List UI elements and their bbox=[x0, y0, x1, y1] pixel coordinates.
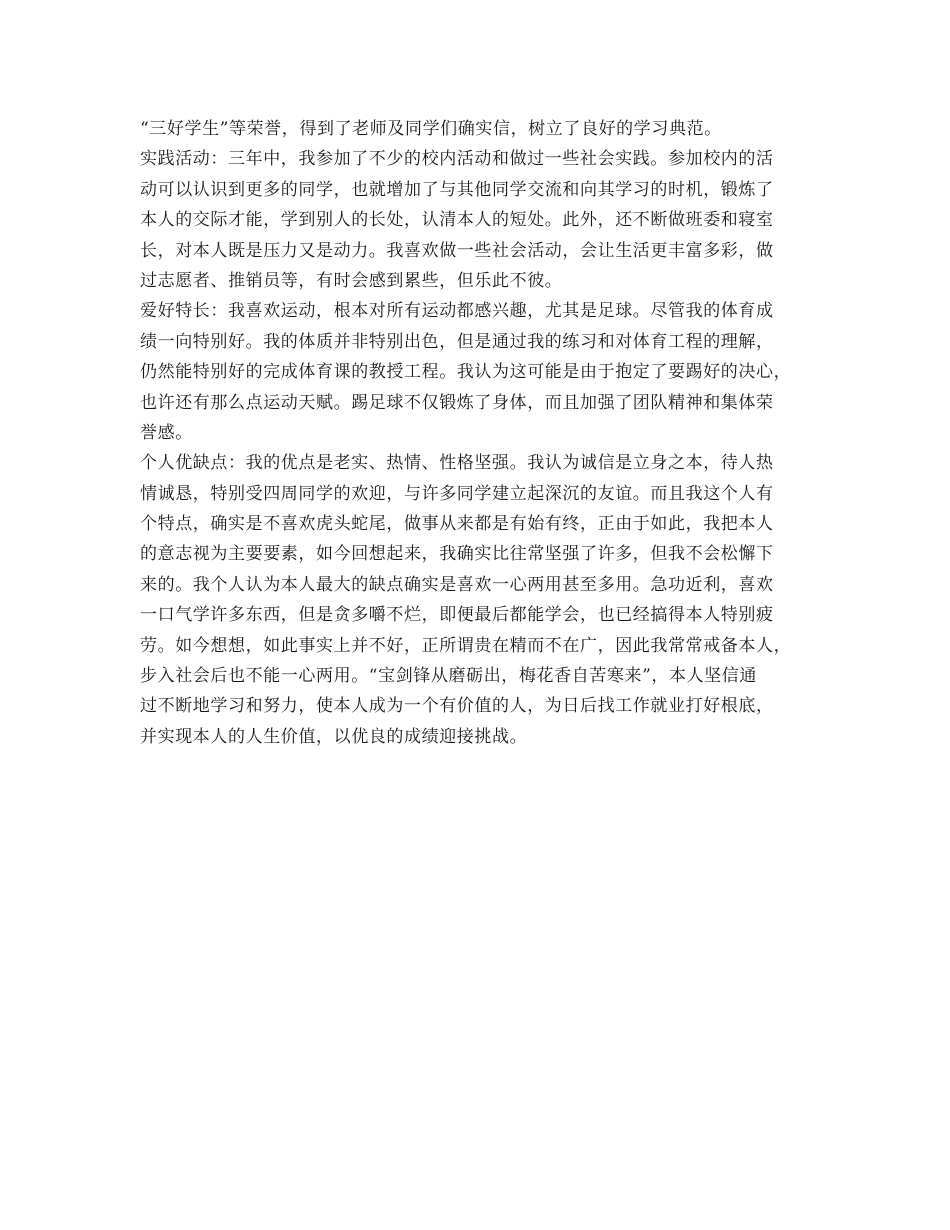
text-line: 也许还有那么点运动天赋。踢足球不仅锻炼了身体，而且加强了团队精神和集体荣 bbox=[140, 392, 774, 413]
text-line: 个人优缺点：我的优点是老实、热情、性格坚强。我认为诚信是立身之本，待人热 bbox=[140, 453, 774, 474]
text-line: 仍然能特别好的完成体育课的教授工程。我认为这可能是由于抱定了要踢好的决心， bbox=[140, 362, 792, 383]
text-line: “三好学生”等荣誉，得到了老师及同学们确实信，树立了良好的学习典范。 bbox=[140, 119, 722, 139]
text-line: 过不断地学习和努力，使本人成为一个有价值的人，为日后找工作就业打好根底， bbox=[140, 696, 774, 717]
text-line: 绩一向特别好。我的体质并非特别出色，但是通过我的练习和对体育工程的理解， bbox=[140, 331, 774, 352]
text-line: 誉感。 bbox=[140, 422, 193, 443]
text-line: 个特点，确实是不喜欢虎头蛇尾，做事从来都是有始有终，正由于如此，我把本人 bbox=[140, 514, 774, 535]
text-line: 长，对本人既是压力又是动力。我喜欢做一些社会活动，会让生活更丰富多彩，做 bbox=[140, 240, 774, 261]
text-line: 动可以认识到更多的同学，也就增加了与其他同学交流和向其学习的时机，锻炼了 bbox=[140, 179, 774, 200]
text-line: 一口气学许多东西，但是贪多嚼不烂，即便最后都能学会，也已经搞得本人特别疲 bbox=[140, 605, 774, 626]
body-text bbox=[140, 114, 820, 752]
text-line: 来的。我个人认为本人最大的缺点确实是喜欢一心两用甚至多用。急功近利，喜欢 bbox=[140, 574, 774, 595]
text-line: 步入社会后也不能一心两用。“宝剑锋从磨砺出，梅花香自苦寒来”，本人坚信通 bbox=[140, 666, 757, 687]
text-line: 过志愿者、推销员等，有时会感到累些，但乐此不彼。 bbox=[140, 270, 563, 291]
text-line: 实践活动：三年中，我参加了不少的校内活动和做过一些社会实践。参加校内的活 bbox=[140, 149, 774, 170]
text-line: 爱好特长：我喜欢运动，根本对所有运动都感兴趣，尤其是足球。尽管我的体育成 bbox=[140, 301, 774, 322]
text-line: 并实现本人的人生价值，以优良的成绩迎接挑战。 bbox=[140, 726, 528, 747]
text-line: 情诚恳，特别受四周同学的欢迎，与许多同学建立起深沉的友谊。而且我这个人有 bbox=[140, 483, 774, 504]
text-line: 本人的交际才能，学到别人的长处，认清本人的短处。此外，还不断做班委和寝室 bbox=[140, 210, 774, 231]
text-line: 劳。如今想想，如此事实上并不好，正所谓贵在精而不在广，因此我常常戒备本人， bbox=[140, 635, 792, 656]
text-line: 的意志视为主要要素，如今回想起来，我确实比往常坚强了许多，但我不会松懈下 bbox=[140, 544, 774, 565]
